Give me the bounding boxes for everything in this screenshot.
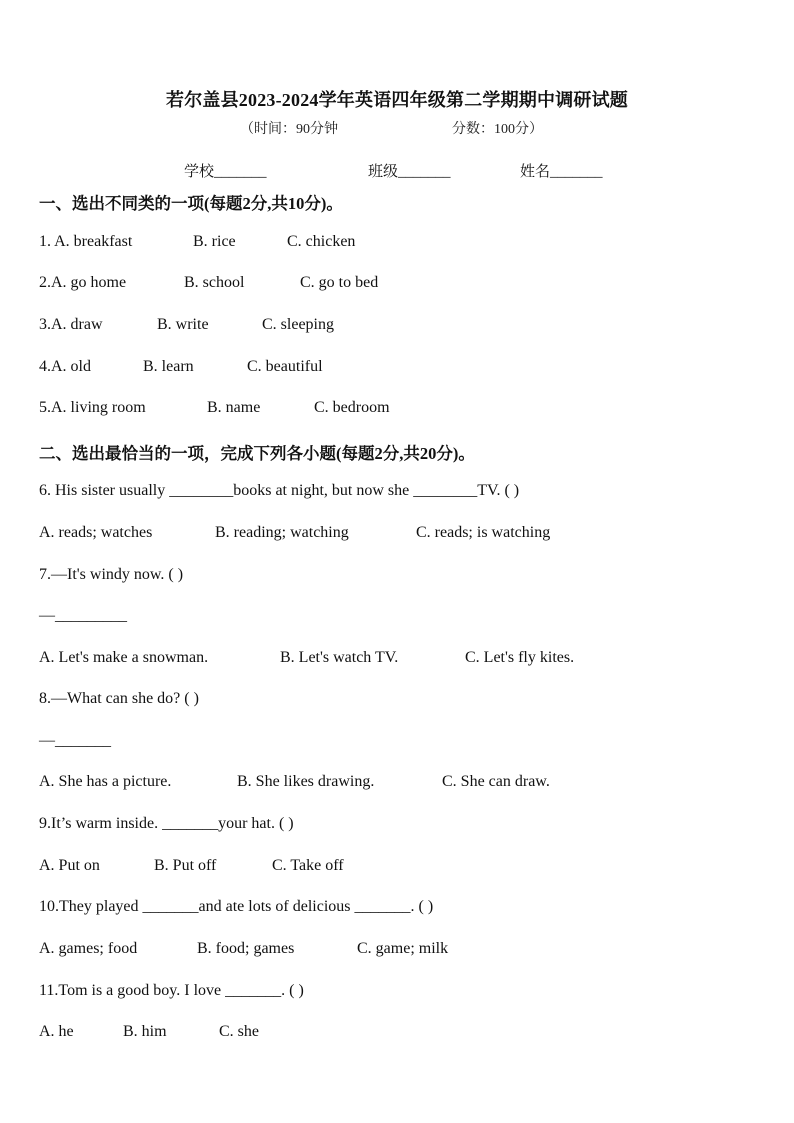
question-10-stem: 10.They played _______and ate lots of delicious _______. ( ): [39, 898, 434, 915]
option-c: C. reads; is watching: [416, 524, 551, 541]
class-field: 班级_______: [368, 164, 451, 180]
option-a: A. Put on: [39, 857, 100, 874]
option-c: C. game; milk: [357, 940, 449, 957]
option-b: B. reading; watching: [215, 524, 349, 541]
option-c: C. chicken: [287, 233, 356, 250]
question-8-stem: 8.—What can she do? ( ): [39, 690, 199, 707]
question-7-stem: 7.—It's windy now. ( ): [39, 566, 184, 583]
exam-time: （时间：90分钟: [240, 122, 338, 137]
option-c: C. sleeping: [262, 316, 334, 333]
option-c: C. she: [219, 1023, 259, 1040]
name-field: 姓名_______: [520, 164, 603, 180]
option-b: B. name: [207, 399, 261, 416]
option-b: B. Let's watch TV.: [280, 649, 399, 666]
option-a: A. She has a picture.: [39, 773, 172, 790]
section2-heading: 二、选出最恰当的一项，完成下列各小题(每题2分,共20分)。: [39, 444, 475, 463]
option-b: B. learn: [143, 358, 194, 375]
option-b: B. She likes drawing.: [237, 773, 375, 790]
option-b: B. rice: [193, 233, 236, 250]
section1-heading: 一、选出不同类的一项(每题2分,共10分)。: [39, 194, 343, 213]
question-11-stem: 11.Tom is a good boy. I love _______. ( ): [39, 982, 304, 999]
option-c: C. Take off: [272, 857, 344, 874]
option-b: B. food; games: [197, 940, 295, 957]
option-a: 1. A. breakfast: [39, 233, 133, 250]
option-c: C. beautiful: [247, 358, 323, 375]
option-a: A. games; food: [39, 940, 138, 957]
option-c: C. Let's fly kites.: [465, 649, 575, 666]
question-9-stem: 9.It’s warm inside. _______your hat. ( ): [39, 815, 294, 832]
option-b: B. him: [123, 1023, 167, 1040]
page-title: 若尔盖县2023-2024学年英语四年级第二学期期中调研试题: [166, 90, 628, 110]
exam-score: 分数：100分）: [452, 122, 543, 137]
option-c: C. go to bed: [300, 274, 379, 291]
question-8-answer-blank: —_______: [39, 732, 111, 749]
option-c: C. She can draw.: [442, 773, 550, 790]
question-7-answer-blank: —_________: [39, 607, 127, 624]
option-b: B. write: [157, 316, 209, 333]
option-a: A. reads; watches: [39, 524, 153, 541]
option-a: 4.A. old: [39, 358, 91, 375]
option-b: B. Put off: [154, 857, 217, 874]
option-a: 3.A. draw: [39, 316, 103, 333]
question-6-stem: 6. His sister usually ________books at night, but now she ________TV. ( ): [39, 482, 520, 499]
option-a: A. he: [39, 1023, 74, 1040]
school-field: 学校_______: [184, 164, 267, 180]
option-c: C. bedroom: [314, 399, 390, 416]
option-a: 5.A. living room: [39, 399, 146, 416]
option-b: B. school: [184, 274, 245, 291]
option-a: 2.A. go home: [39, 274, 127, 291]
option-a: A. Let's make a snowman.: [39, 649, 209, 666]
